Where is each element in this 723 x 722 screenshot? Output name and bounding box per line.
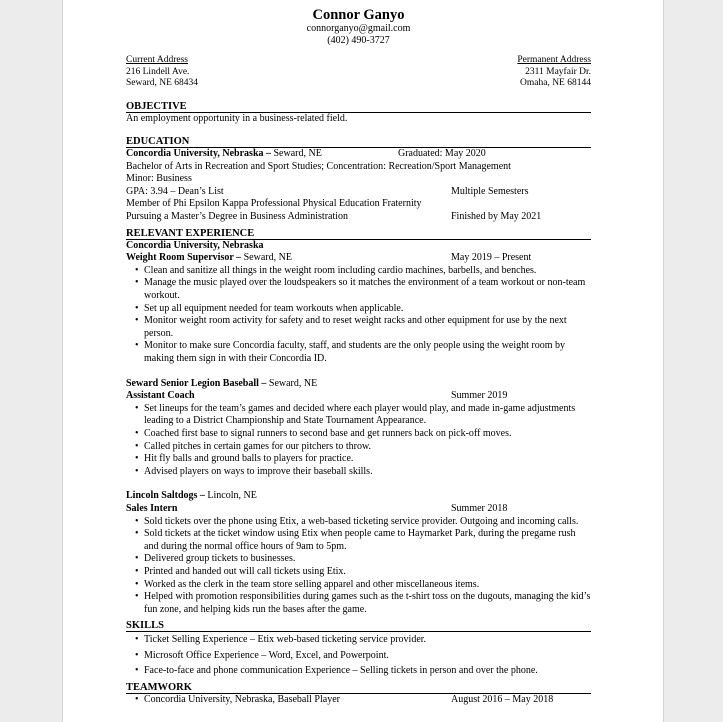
job-org: [126, 490, 591, 503]
job-bullets: [126, 403, 591, 479]
education-masters: Pursuing a Master’s Degree in Business Administration: [126, 211, 349, 223]
job-org-name: Lincoln Saltdogs –: [126, 490, 205, 502]
education-degree: Bachelor of Arts in Recreation and Sport Studies; Concentration: Recreation/Sport Management: [126, 160, 511, 172]
list-item: • Monitor to make sure Concordia faculty, staff, and students are the only people using the weight room by making them sign in with their Concordia ID.: [126, 340, 591, 365]
job-dates: Summer 2019: [451, 390, 508, 402]
job-bullets: [126, 516, 591, 617]
list-item: • Delivered group tickets to businesses.: [126, 553, 591, 566]
spacer: [126, 478, 591, 490]
education-gpa: GPA: 3.94 – Dean’s List: [126, 185, 224, 197]
job-role: Sales Intern: [126, 502, 178, 514]
skills-list: [126, 634, 591, 678]
teamwork-title: TEAMWORK: [126, 682, 591, 694]
teamwork-item-dates: August 2016 – May 2018: [451, 694, 554, 706]
job-org: [126, 240, 591, 253]
job-dates: May 2019 – Present: [451, 252, 532, 264]
list-item: • Coached first base to signal runners to second base and get runners back on pick-off moves.: [126, 428, 591, 441]
job-org: [126, 378, 591, 391]
list-item: • Hit fly balls and ground balls to players for practice.: [126, 453, 591, 466]
list-item: • Face-to-face and phone communication Experience – Selling tickets in person and over the phone.: [126, 665, 591, 678]
education-graduated: Graduated: May 2020: [398, 148, 486, 160]
document-page: [62, 0, 664, 722]
list-item: [126, 694, 591, 707]
job-org-location: Lincoln, NE: [204, 490, 257, 502]
teamwork-item-text: Concordia University, Nebraska, Baseball Player: [144, 694, 340, 706]
permanent-address-heading: Permanent Address: [517, 55, 591, 65]
list-item: • Sold tickets over the phone using Etix, a web-based ticketing service provider. Outgoing and incoming calls.: [126, 516, 591, 529]
objective-text: An employment opportunity in a business-related field.: [126, 112, 348, 124]
list-item: • Sold tickets at the ticket window using Etix when people came to Haymarket Park, during the pregame rush and during the normal office hours of 9am to 5pm.: [126, 528, 591, 553]
permanent-address: [517, 55, 591, 90]
education-gpa-right: Multiple Semesters: [451, 185, 529, 197]
list-item: • Printed and handed out will call tickets using Etix.: [126, 566, 591, 579]
current-address-line1: 216 Lindell Ave.: [126, 66, 190, 77]
resume-content: [126, 0, 591, 707]
current-address: [126, 55, 198, 90]
education-school: Concordia University, Nebraska –: [126, 148, 271, 160]
list-item: • Called pitches in certain games for our pitchers to throw.: [126, 441, 591, 454]
permanent-address-line2: Omaha, NE 68144: [520, 78, 591, 88]
candidate-name: Connor Ganyo: [312, 7, 405, 23]
permanent-address-line1: 2311 Mayfair Dr.: [525, 66, 591, 77]
education-location: Seward, NE: [271, 148, 322, 160]
education-school-row: [126, 148, 591, 161]
list-item: • Helped with promotion responsibilities during games such as the t-shirt toss on the dugouts, managing the kid’s fun zone, and helping kids run the bases after the game.: [126, 591, 591, 616]
list-item: • Worked as the clerk in the team store selling apparel and other miscellaneous items.: [126, 579, 591, 592]
list-item: • Advised players on ways to improve their baseball skills.: [126, 466, 591, 479]
job-org-name: Concordia University, Nebraska: [126, 239, 264, 251]
list-item: • Monitor weight room activity for safety and to reset weight racks and other equipment for use by the next person.: [126, 315, 591, 340]
job-role-location: Seward, NE: [241, 252, 292, 264]
education-masters-right: Finished by May 2021: [451, 211, 542, 223]
list-item: • Set lineups for the team’s games and decided where each player would play, and made in-game adjustments leading to a District Championship and State Tournament Appearance.: [126, 403, 591, 428]
address-block: [126, 55, 591, 90]
teamwork-list: [126, 694, 591, 707]
job-role: Assistant Coach: [126, 390, 195, 402]
current-address-line2: Seward, NE 68434: [126, 78, 199, 88]
job-bullets: [126, 265, 591, 366]
experience-title: RELEVANT EXPERIENCE: [126, 228, 591, 240]
job-dates: Summer 2018: [451, 502, 508, 514]
education-gpa-row: [126, 186, 591, 199]
current-address-heading: Current Address: [126, 55, 189, 65]
spacer: [126, 366, 591, 378]
job-org-name: Seward Senior Legion Baseball –: [126, 377, 267, 389]
skills-title: SKILLS: [126, 620, 591, 632]
education-minor: Minor: Business: [126, 173, 192, 185]
objective-title: OBJECTIVE: [126, 101, 591, 113]
list-item: • Manage the music played over the loudspeakers so it matches the environment of a team workout or non-team workout.: [126, 277, 591, 302]
email: connorganyo@gmail.com: [306, 23, 411, 34]
list-item: • Ticket Selling Experience – Etix web-based ticketing service provider.: [126, 634, 591, 647]
education-title: EDUCATION: [126, 136, 591, 148]
list-item: • Clean and sanitize all things in the weight room including cardio machines, barbells, and benches.: [126, 265, 591, 278]
job-role-row: [126, 390, 591, 403]
job-org-location: Seward, NE: [266, 377, 318, 389]
education-member: Member of Phi Epsilon Kappa Professional Physical Education Fraternity: [126, 198, 422, 210]
job-role: Weight Room Supervisor –: [126, 252, 242, 264]
list-item: • Set up all equipment needed for team workouts when applicable.: [126, 303, 591, 316]
list-item: • Microsoft Office Experience – Word, Excel, and Powerpoint.: [126, 650, 591, 663]
education-masters-row: [126, 211, 591, 224]
phone: (402) 490-3727: [327, 35, 390, 46]
job-role-row: [126, 503, 591, 516]
job-role-row: [126, 252, 591, 265]
